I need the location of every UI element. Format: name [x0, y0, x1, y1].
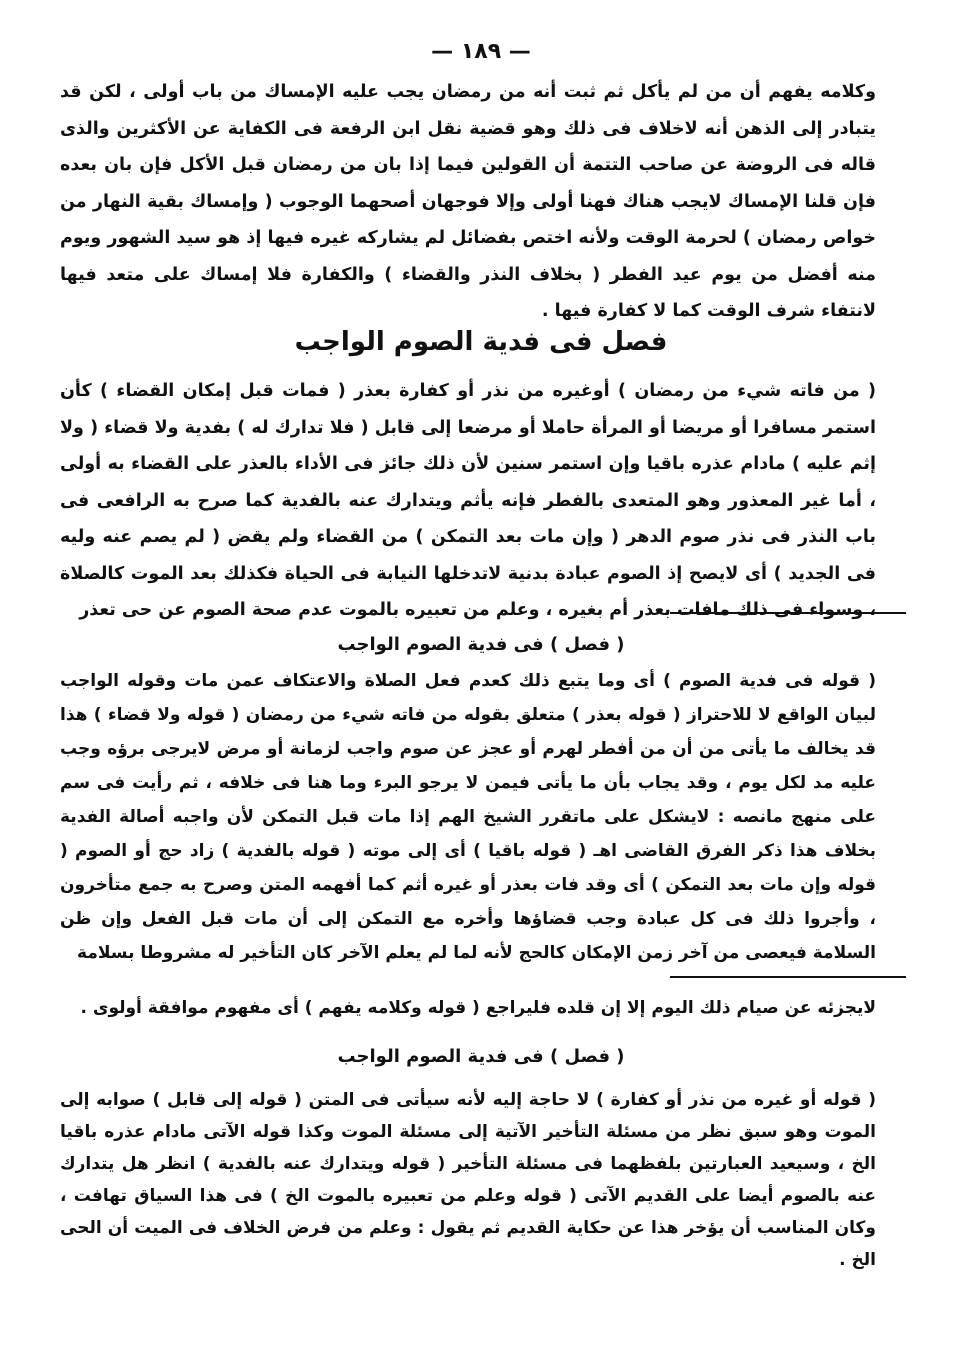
footnote-top-paragraph: لايجزئه عن صيام ذلك اليوم إلا إن قلده فليراجع ( قوله وكلامه يفهم ) أى مفهوم موافقة أولوى . [80, 998, 876, 1018]
commentary-block [60, 664, 876, 970]
top-paragraph: وكلامه يفهم أن من لم يأكل ثم ثبت أنه من رمضان يجب عليه الإمساك من باب أولى ، لكن قد يتبادر إلى الذهن أنه لاخلاف فى ذلك وهو قضية نقل ابن الرفعة فى الكفاية عن الأكثرين والذى قاله فى الروضة عن صاحب التتمة أن القولين فيما إذا بان من رمضان قبل الأكل فإن بان بعده فإن قلنا الإمساك لايجب هناك فهنا أولى وإلا فوجهان أصحهما الوجوب ( وإمساك بقية النهار من خواص رمضان ) لحرمة الوقت ولأنه اختص بفضائل لم يشاركه غيره فيها إذ هو سيد الشهور ويوم منه أفضل من يوم عيد الفطر ( بخلاف النذر والقضاء ) والكفارة فلا إمساك على متعد فيها لانتفاء شرف الوقت كما لا كفارة فيها . [60, 82, 876, 321]
footnote-block [60, 1084, 876, 1276]
footnote-heading: ( فصل ) فى فدية الصوم الواجب [337, 1046, 625, 1067]
commentary-heading: ( فصل ) فى فدية الصوم الواجب [337, 634, 625, 655]
divider-rule-2 [670, 976, 906, 978]
page-number: — ١٨٩ — [431, 39, 531, 64]
commentary-paragraph: ( قوله فى فدية الصوم ) أى وما يتبع ذلك كعدم فعل الصلاة والاعتكاف عمن مات وقوله الواجب لبيان الواقع لا للاحتراز ( قوله بعذر ) متعلق بقوله من فاته شيء من رمضان ( قوله ولا قضاء ) هذا قد يخالف ما يأتى من أن من أفطر لهرم أو عجز عن صوم واجب لزمانة أو مرض لايرجى برؤه وجب عليه مد لكل يوم ، وقد يجاب بأن ما يأتى فيمن لا يرجو البرء وما هنا فى خلافه ، ثم رأيت فى سم على منهج مانصه : لايشكل على ماتقرر الشيخ الهم إذا مات قبل التمكن لأن واجبه أصالة الفدية بخلاف هذا ذكر الفرق القاضى اهـ ( قوله باقيا ) أى إلى موته ( قوله بالفدية ) زاد حج أو الصوم ( قوله وإن مات بعد التمكن ) أى وقد فات بعذر أو غيره أثم كما أفهمه المتن وصرح به جمع متأخرون ، وأجروا ذلك فى كل عبادة وجب قضاؤها وأخره مع التمكن إلى أن مات قبل الفعل وإن ظن السلامة فيعصى من آخر زمن الإمكان كالحج لأنه لما لم يعلم الآخر كان التأخير له مشروطا بسلامة [60, 671, 876, 963]
divider-rule-1 [670, 612, 906, 614]
section-paragraph: ( من فاته شيء من رمضان ) أوغيره من نذر أو كفارة بعذر ( فمات قبل إمكان القضاء ) كأن استمر مسافرا أو مريضا أو المرأة حاملا أو مرضعا إلى قابل ( فلا تدارك له ) بفدية ولا قضاء ( ولا إثم عليه ) مادام عذره باقيا وإن استمر سنين لأن ذلك جائز فى الأداء بالعذر على القضاء به أولى ، أما غير المعذور وهو المتعدى بالفطر فإنه يأثم ويتدارك عنه بالفدية كما صرح به الرافعى فى باب النذر فى نذر صوم الدهر ( وإن مات بعد التمكن ) من القضاء ولم يقض ( لم يصم عنه وليه فى الجديد ) أى لايصح إذ الصوم عبادة بدنية لاتدخلها النيابة فى الحياة فكذلك بعد الموت كالصلاة ، وسواء فى ذلك مافات بعذر أم بغيره ، وعلم من تعبيره بالموت عدم صحة الصوم عن حى تعذر [60, 381, 876, 620]
footnote-paragraph: ( قوله أو غيره من نذر أو كفارة ) لا حاجة إليه لأنه سيأتى فى المتن ( قوله إلى قابل ) صوابه إلى الموت وهو سبق نظر من مسئلة التأخير الآتية إلى مسئلة الموت وكذا قوله الآتى مادام عذره باقيا الخ ، وسيعيد العبارتين بلفظهما فى مسئلة التأخير ( قوله ويتدارك عنه بالفدية ) انظر هل يتدارك عنه بالصوم أيضا على القديم الآتى ( قوله وعلم من تعبيره بالموت الخ ) فى هذا السياق تهافت ، وكان المناسب أن يؤخر هذا عن حكاية القديم ثم يقول : وعلم من فرض الخلاف فى الميت أن الحى الخ . [60, 1090, 876, 1270]
main-text-top [60, 74, 876, 330]
main-text-section [60, 373, 876, 629]
section-title: فصل فى فدية الصوم الواجب [294, 327, 668, 357]
footnote-top-block [60, 992, 876, 1024]
